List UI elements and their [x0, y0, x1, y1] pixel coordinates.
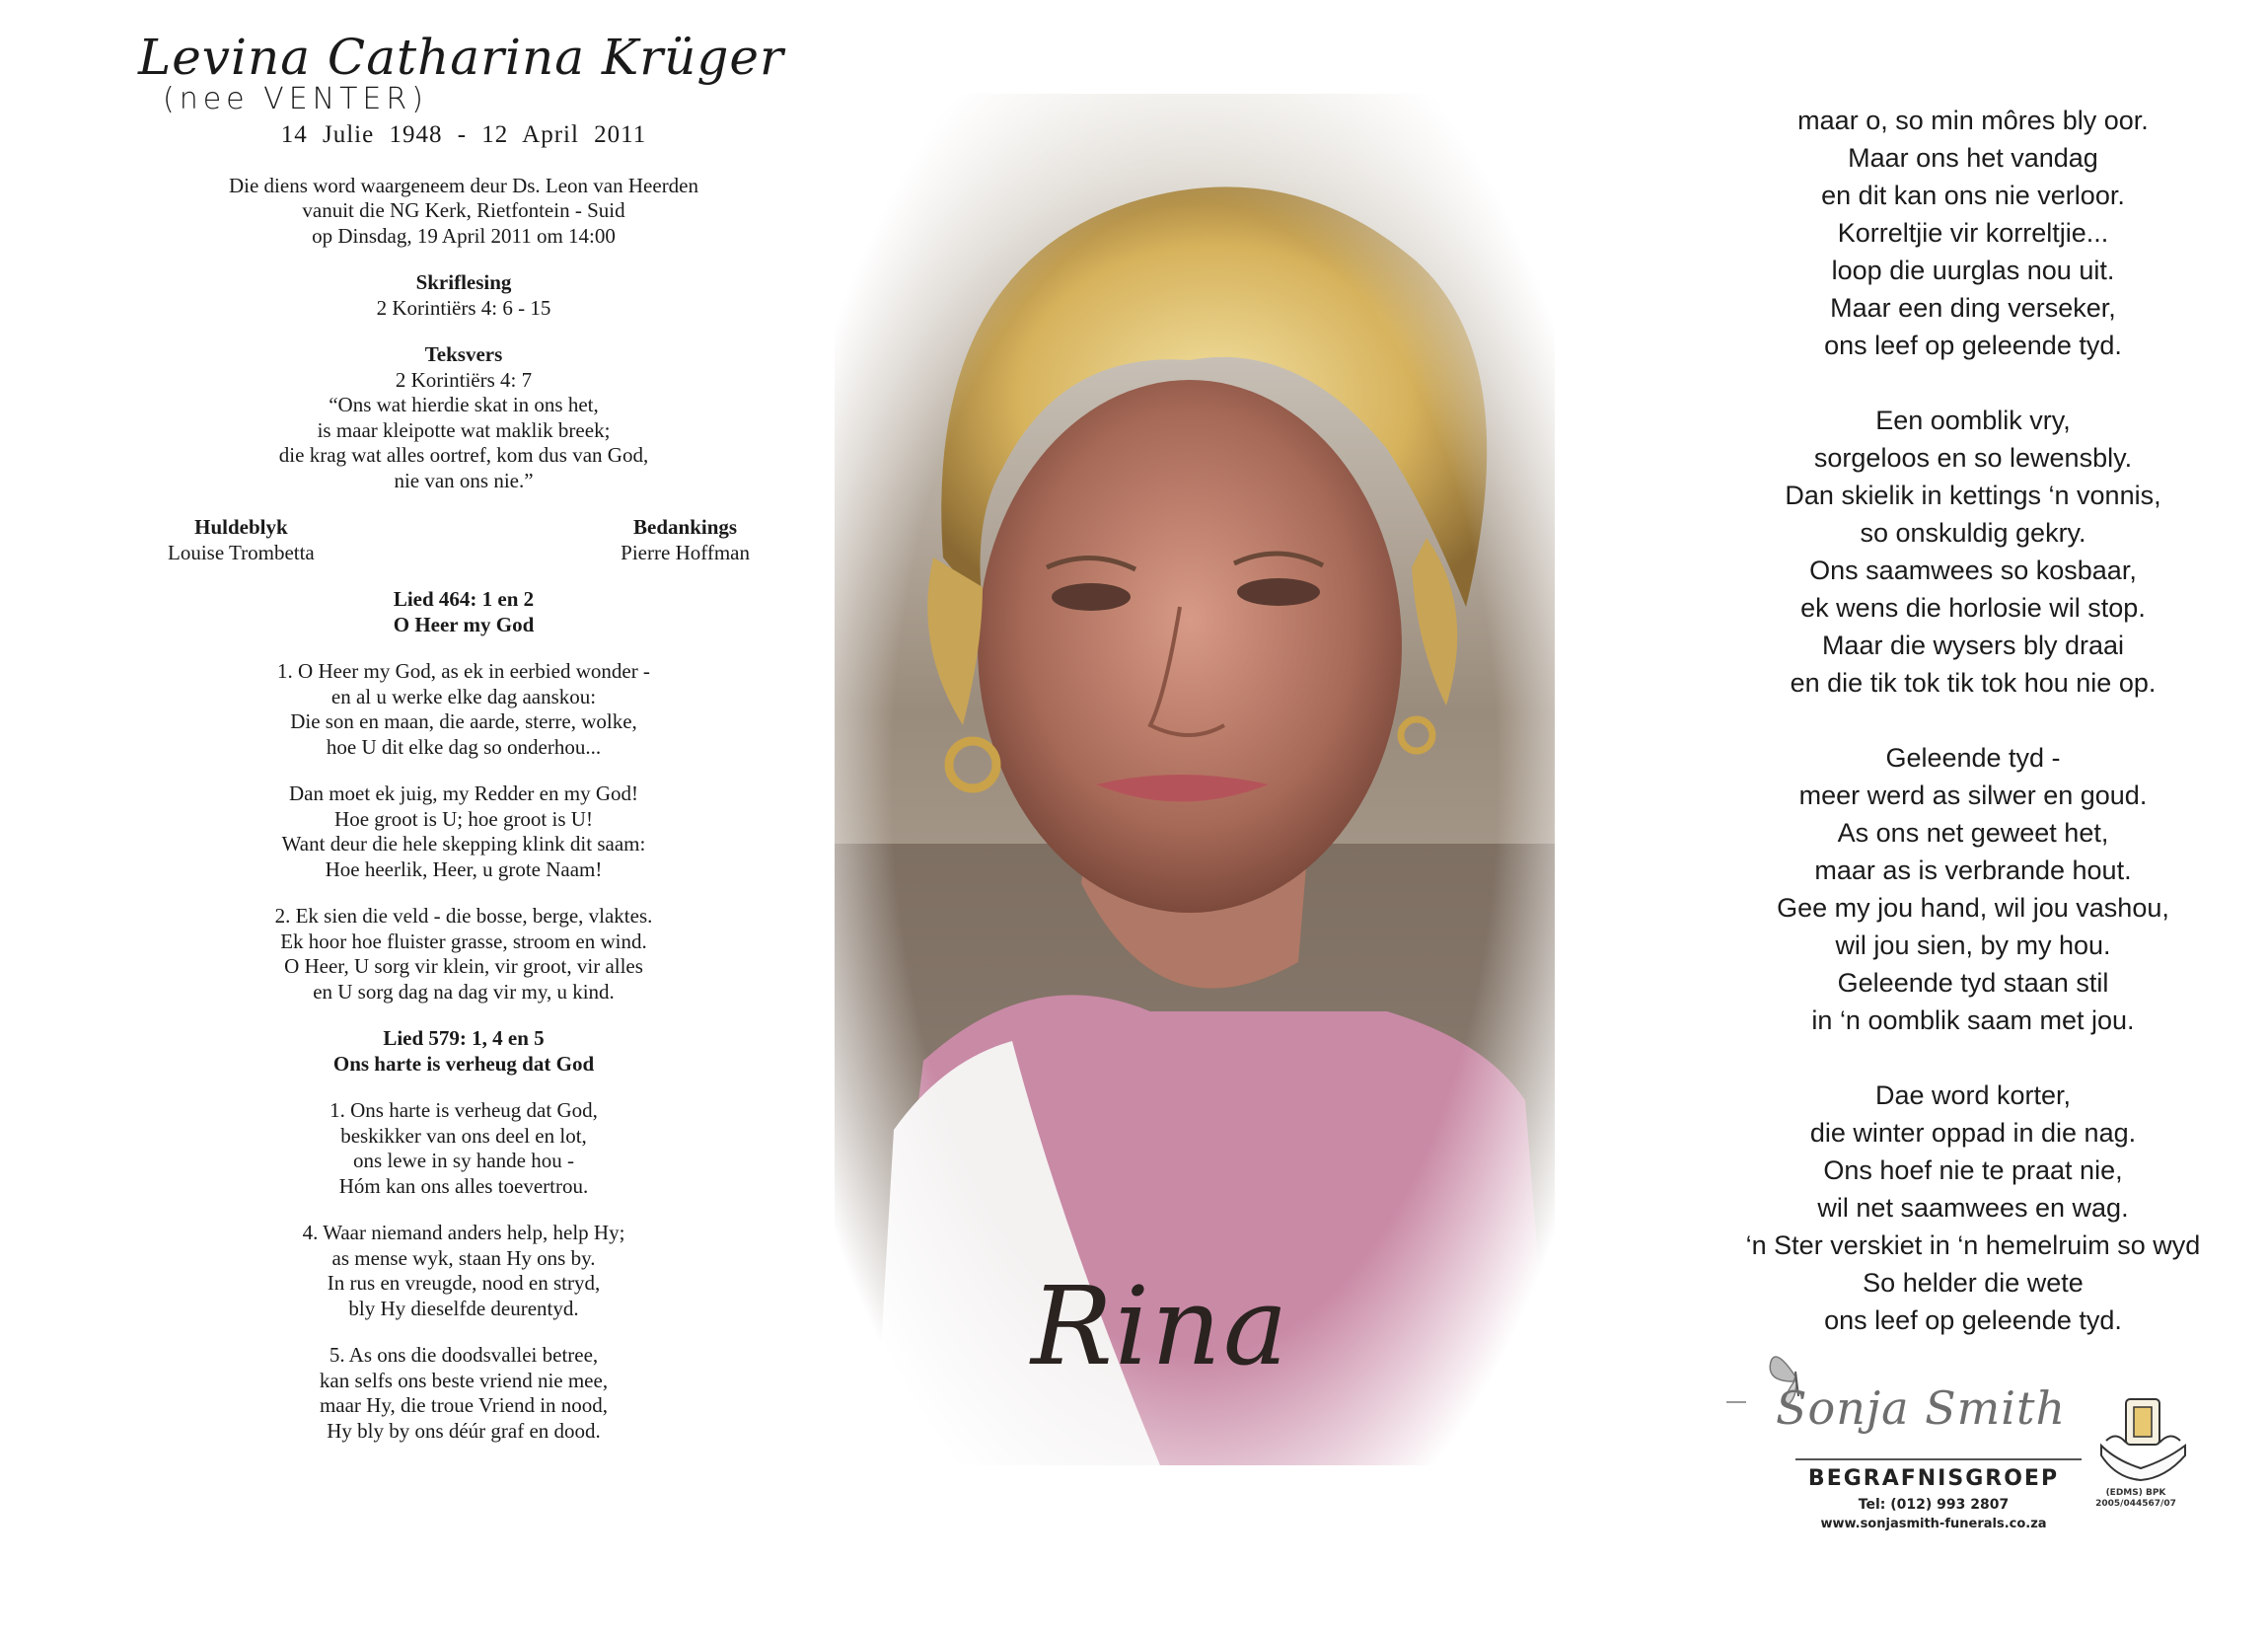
hymn-line: O Heer, U sorg vir klein, vir groot, vir alles	[284, 954, 643, 978]
hymn-line: Want deur die hele skepping klink dit saam:	[281, 832, 646, 856]
poem-stanza	[1697, 402, 2249, 702]
poem-line: ‘n Ster verskiet in ‘n hemelruim so wyd	[1745, 1230, 2201, 1260]
hymn-line: en al u werke elke dag aanskou:	[330, 684, 597, 708]
birth-date: 14 Julie 1948	[280, 121, 443, 148]
reading-ref: 2 Korintiërs 4: 6 - 15	[376, 295, 551, 320]
poem-line: Ons hoef nie te praat nie,	[1823, 1155, 2123, 1185]
logo-group: BEGRAFNISGROEP	[1807, 1466, 2060, 1491]
poem-column	[1697, 102, 2249, 1377]
text-verse-line: nie van ons nie.”	[394, 468, 534, 492]
poem-stanza	[1697, 102, 2249, 364]
reg-line: 2005/044567/07	[2095, 1499, 2176, 1509]
poem-line: ek wens die horlosie wil stop.	[1800, 593, 2146, 623]
thanks-title: Bedankings	[633, 515, 738, 539]
poem-line: As ons net geweet het,	[1837, 818, 2109, 848]
text-verse-line: is maar kleipotte wat maklik breek;	[317, 417, 611, 442]
logo-dash	[1726, 1401, 1746, 1403]
logo-divider	[1795, 1458, 2082, 1460]
poem-line: wil jou sien, by my hou.	[1835, 930, 2111, 960]
hymn-line: ons lewe in sy hande hou -	[353, 1149, 574, 1172]
poem-line: ons leef op geleende tyd.	[1824, 1305, 2122, 1335]
programme-column	[138, 29, 784, 1444]
hymn2-subtitle: Ons harte is verheug dat God	[332, 1051, 595, 1076]
hymn-line: Hóm kan ons alles toevertrou.	[338, 1173, 589, 1198]
hands-lantern-icon	[2096, 1391, 2190, 1485]
poem-line: sorgeloos en so lewensbly.	[1813, 443, 2133, 473]
hymn1-title: Lied 464: 1 en 2	[393, 587, 535, 611]
hymn-line: 1. Ons harte is verheug dat God,	[329, 1098, 598, 1122]
logo-registration	[2082, 1488, 2190, 1510]
life-dates	[148, 122, 779, 148]
poem-line: Dan skielik in kettings ‘n vonnis,	[1785, 481, 2161, 510]
poem-line: Korreltjie vir korreltjie...	[1837, 218, 2109, 248]
poem-line: Geleende tyd staan stil	[1837, 968, 2109, 998]
poem-line: meer werd as silwer en goud.	[1798, 781, 2148, 810]
poem-stanza	[1697, 739, 2249, 1039]
poem-line: die winter oppad in die nag.	[1809, 1118, 2137, 1148]
logo-phone: Tel: (012) 993 2807	[1858, 1497, 2010, 1513]
poem-line: Maar een ding verseker,	[1830, 293, 2116, 323]
hymn-line: Die son en maan, die aarde, sterre, wolke,	[290, 709, 637, 733]
hymn-line: 2. Ek sien die veld - die bosse, berge, vlaktes.	[274, 904, 653, 928]
poem-line: wil net saamwees en wag.	[1817, 1193, 2129, 1223]
poem-stanza	[1697, 1077, 2249, 1339]
poem-line: so onskuldig gekry.	[1860, 518, 2086, 548]
hymn-line: beskikker van ons deel en lot,	[340, 1123, 587, 1148]
hymn-line: In rus en vreugde, nood en stryd,	[327, 1271, 601, 1295]
hymn-line: maar Hy, die troue Vriend in nood,	[319, 1393, 609, 1417]
thanks-person: Pierre Hoffman	[621, 540, 750, 564]
poem-line: maar as is verbrande hout.	[1814, 856, 2132, 885]
death-date: 12 April 2011	[481, 121, 647, 148]
text-verse-ref: 2 Korintiërs 4: 7	[395, 367, 533, 392]
hymn-line: 1. O Heer my God, as ek in eerbied wonder -	[277, 659, 650, 683]
logo-brand: Sonja Smith	[1776, 1381, 2067, 1435]
service-info	[148, 174, 779, 250]
date-separator: -	[457, 121, 468, 148]
poem-line: en die tik tok tik tok hou nie op.	[1790, 668, 2157, 698]
poem-line: So helder die wete	[1863, 1268, 2084, 1298]
tribute-thanks	[148, 515, 779, 565]
hymn-line: Dan moet ek juig, my Redder en my God!	[288, 781, 638, 805]
service-line: op Dinsdag, 19 April 2011 om 14:00	[312, 223, 616, 248]
poem-line: Geleende tyd -	[1885, 743, 2061, 773]
hymn2-stanza	[148, 1343, 779, 1444]
hymn-line: hoe U dit elke dag so onderhou...	[326, 734, 602, 759]
hymn-line: Hoe groot is U; hoe groot is U!	[334, 806, 593, 831]
hymn2-stanza	[148, 1221, 779, 1321]
service-line: Die diens word waargeneem deur Ds. Leon van Heerden	[228, 173, 699, 197]
poem-line: Ons saamwees so kosbaar,	[1809, 556, 2137, 585]
hymn1-stanza	[148, 781, 779, 882]
poem-line: ons leef op geleende tyd.	[1824, 331, 2122, 360]
text-verse-title: Teksvers	[424, 342, 503, 366]
tribute-title: Huldeblyk	[194, 515, 288, 539]
tribute-block	[168, 515, 315, 565]
hymn2-stanza	[148, 1098, 779, 1199]
poem-line: Gee my jou hand, wil jou vashou,	[1777, 893, 2169, 923]
reg-line: (EDMS) BPK	[2105, 1488, 2166, 1498]
poem-line: en dit kan ons nie verloor.	[1821, 181, 2125, 210]
poem-line: Dae word korter,	[1874, 1080, 2072, 1110]
poem-line: in ‘n oomblik saam met jou.	[1811, 1005, 2135, 1035]
hymn1-stanza	[148, 904, 779, 1005]
poem-line: loop die uurglas nou uit.	[1831, 256, 2115, 285]
hymn-line: as mense wyk, staan Hy ons by.	[331, 1245, 596, 1270]
poem-line: maar o, so min môres bly oor.	[1797, 106, 2149, 135]
service-line: vanuit die NG Kerk, Rietfontein - Suid	[302, 198, 625, 222]
logo-website: www.sonjasmith-funerals.co.za	[1820, 1517, 2047, 1531]
hymn2-title: Lied 579: 1, 4 en 5	[383, 1026, 545, 1050]
portrait-illustration	[835, 94, 1555, 1465]
photo-caption-name: Rina	[1031, 1263, 1290, 1389]
portrait-photo	[835, 94, 1555, 1465]
hymn-line: en U sorg dag na dag vir my, u kind.	[313, 979, 615, 1004]
hymn-line: Hy bly by ons déúr graf en dood.	[327, 1418, 601, 1443]
hymn-line: 5. As ons die doodsvallei betree,	[329, 1343, 599, 1367]
hymn1-subtitle: O Heer my God	[393, 612, 535, 636]
maiden-name: (nee VENTER)	[163, 82, 428, 116]
hymn-line: kan selfs ons beste vriend nie mee,	[319, 1368, 609, 1392]
funeral-home-logo	[1726, 1342, 2190, 1539]
deceased-name: Levina Catharina Krüger	[138, 29, 784, 86]
poem-line: Maar die wysers bly draai	[1821, 631, 2125, 660]
hymn-line: bly Hy dieselfde deurentyd.	[348, 1296, 579, 1320]
hymn1-stanza	[148, 659, 779, 760]
tribute-person: Louise Trombetta	[168, 540, 315, 564]
hymn-line: Ek hoor hoe fluister grasse, stroom en wind.	[280, 929, 647, 953]
text-verse-line: “Ons wat hierdie skat in ons het,	[329, 393, 599, 416]
thanks-block	[621, 515, 750, 565]
poem-line: Een oomblik vry,	[1875, 406, 2071, 435]
hymn-line: Hoe heerlik, Heer, u grote Naam!	[325, 856, 603, 881]
reading-title: Skriflesing	[415, 270, 512, 294]
text-verse-line: die krag wat alles oortref, kom dus van God,	[278, 443, 649, 467]
poem-line: Maar ons het vandag	[1848, 143, 2098, 173]
hymn-line: 4. Waar niemand anders help, help Hy;	[302, 1221, 625, 1244]
